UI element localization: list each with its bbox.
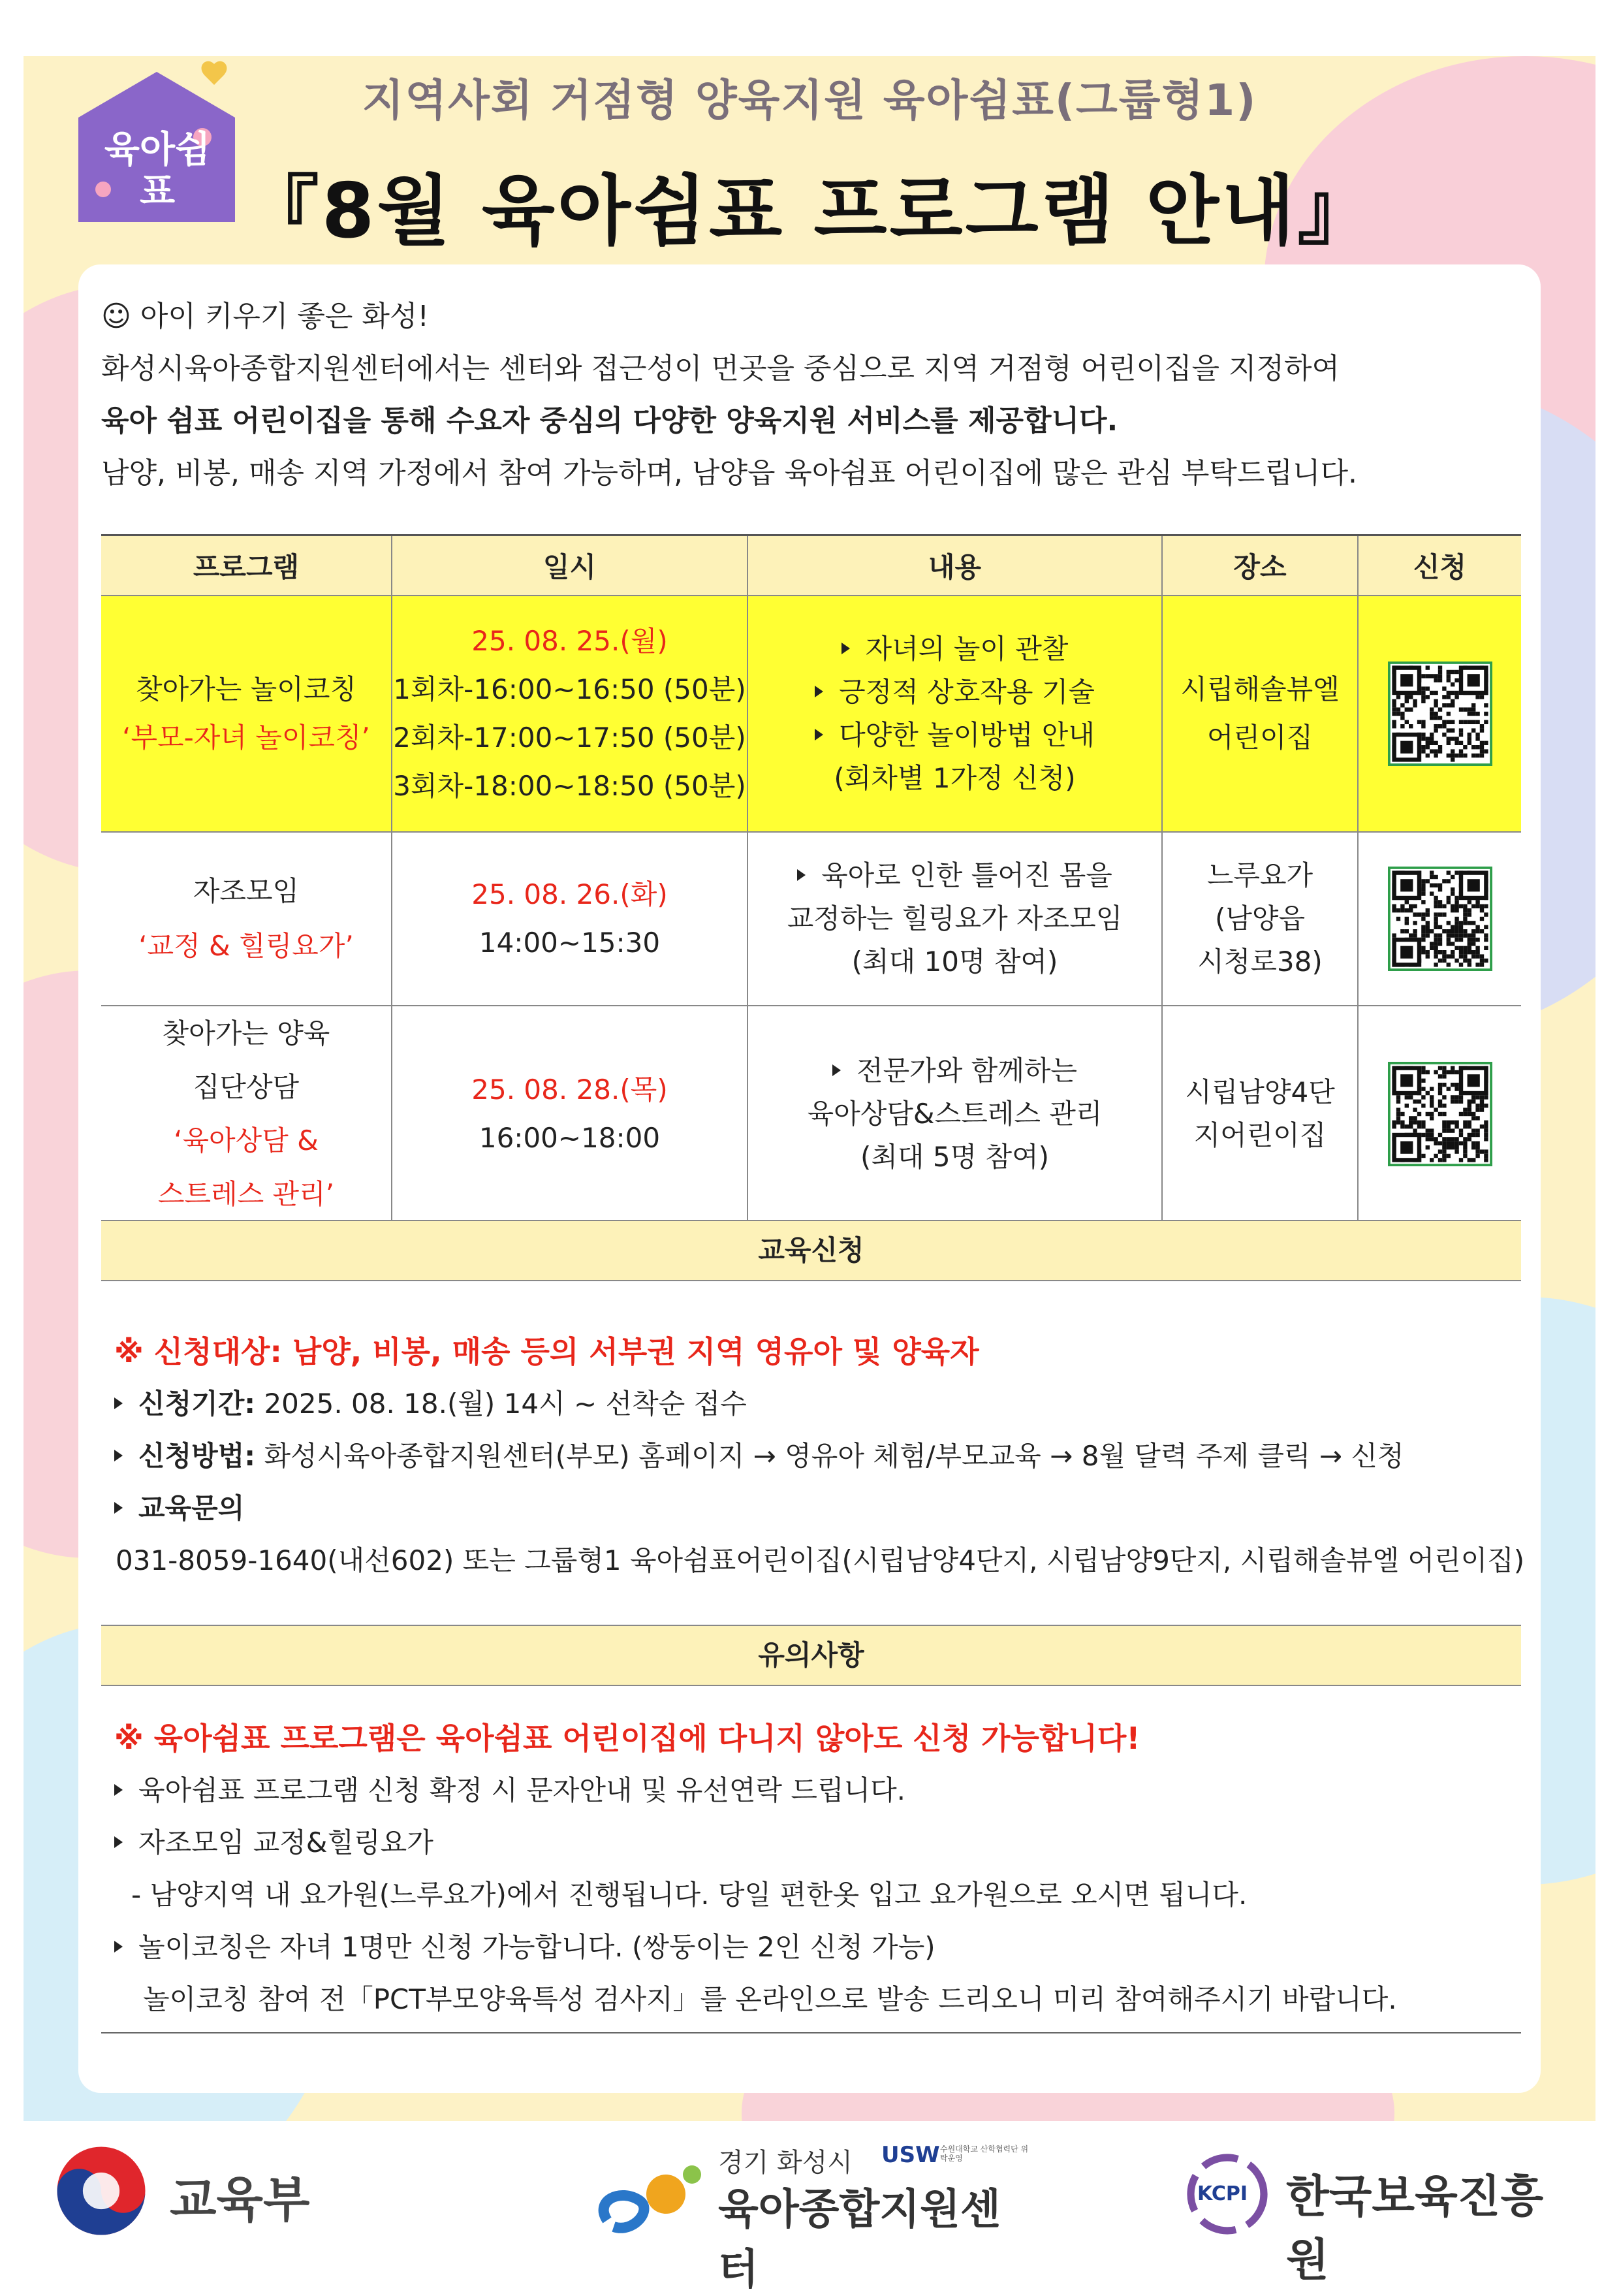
place-line: 어린이집 [1206,722,1313,754]
place-cell [1162,1006,1358,1222]
program-time: 14:00~15:30 [479,927,661,959]
col-header-place: 장소 [1162,535,1358,596]
notice-subitem: 놀이코칭 참여 전「PCT부모양육특성 검사지」를 온라인으로 발송 드리오니 미리 참여해주시기 바랍니다. [143,1983,1397,2015]
page-title: 『8월 육아쉼표 프로그램 안내』 [243,167,1376,255]
program-name: 찾아가는 양육 [162,1017,330,1049]
table-row [101,832,1521,1006]
program-name: 찾아가는 놀이코칭 [136,673,356,705]
program-time: 2회차-17:00~17:50 (50분) [393,722,746,754]
place-line: 지어린이집 [1193,1119,1327,1151]
kcpi-badge: KCPI [1197,2182,1248,2205]
content-cell [747,1006,1162,1222]
col-header-apply: 신청 [1358,535,1521,596]
program-cell [101,832,392,1006]
program-table [101,534,1521,1223]
notice-section [114,1712,1537,2026]
place-line: 시립해솔뷰엘 [1180,673,1340,705]
program-time: 1회차-16:00~16:50 (50분) [393,673,746,705]
place-cell [1162,832,1358,1006]
intro-text [101,291,1537,500]
program-subtitle: ‘교정 & 힐링요가’ [138,930,354,962]
apply-cell [1358,1006,1521,1222]
content-item: 긍정적 상호작용 기술 [749,671,1161,714]
apply-section [114,1326,1537,1587]
apply-inquiry: 031-8059-1640(내선602) 또는 그룹형1 육아쉼표어린이집(시립남양4단지, 시립남양9단지, 시립해솔뷰엘 어린이집) [116,1544,1525,1576]
qr-code-icon[interactable] [1388,1062,1492,1166]
notice-item: 놀이코칭은 자녀 1명만 신청 가능합니다. (쌍둥이는 2인 신청 가능) [114,1921,1537,1973]
apply-period: 신청기간: 2025. 08. 18.(월) 14시 ~ 선착순 접수 [114,1378,1537,1430]
center-region: 경기 화성시 [718,2148,853,2178]
notice-item: 자조모임 교정&힐링요가 [114,1817,1537,1869]
kcpi-logo [1182,2135,1560,2286]
program-cell [101,1006,392,1222]
notice-head: ※ 육아쉼표 프로그램은 육아쉼표 어린이집에 다니지 않아도 신청 가능합니다! [114,1721,1140,1756]
qr-code-icon[interactable] [1388,662,1492,766]
apply-cell [1358,596,1521,832]
notice-item: 육아쉼표 프로그램 신청 확정 시 문자안내 및 유선연락 드립니다. [114,1764,1537,1817]
content-item: 자녀의 놀이 관찰 [749,628,1161,671]
content-item: 육아로 인한 틀어진 몸을 [749,854,1161,897]
usw-mark: USW [881,2142,940,2168]
page-subtitle: 지역사회 거점형 양육지원 육아쉼표(그룹형1) [362,75,1257,125]
program-time: 16:00~18:00 [479,1122,661,1154]
program-date: 25. 08. 28.(목) [471,1074,668,1106]
program-subtitle: ‘육아상담 & [174,1124,319,1156]
place-line: 시립남양4단 [1185,1076,1335,1108]
ministry-name: 교육부 [170,2172,310,2228]
program-time: 3회차-18:00~18:50 (50분) [393,770,746,802]
apply-method: 신청방법: 화성시육아종합지원센터(부모) 홈페이지 → 영유아 체험/부모교육 → 8월 달력 주제 클릭 → 신청 [114,1430,1537,1482]
apply-cell [1358,832,1521,1006]
col-header-program: 프로그램 [101,535,392,596]
intro-line-bold: 육아 쉼표 어린이집을 통해 수요자 중심의 다양한 양육지원 서비스를 제공합니다. [101,404,1118,438]
content-item-cont: 육아상담&스트레스 관리 [807,1098,1103,1130]
place-line: 시청로38) [1197,946,1323,978]
content-note: (최대 10명 참여) [851,946,1058,978]
intro-line: 남양, 비봉, 매송 지역 가정에서 참여 가능하며, 남양읍 육아쉼표 어린이집에 많은 관심 부탁드립니다. [101,456,1357,490]
center-name: 육아종합지원센터 [718,2186,1001,2294]
content-item: 다양한 놀이방법 안내 [749,714,1161,757]
qr-code-icon[interactable] [1388,867,1492,971]
place-line: 느루요가 [1206,859,1313,891]
section-divider [101,2032,1521,2033]
apply-inquiry-label: 교육문의 [114,1482,1537,1535]
content-item: 전문가와 함께하는 [749,1049,1161,1092]
notice-subitem: - 남양지역 내 요가원(느루요가)에서 진행됩니다. 당일 편한옷 입고 요가원으로 오시면 됩니다. [131,1879,1248,1911]
logo-text: 육아쉼표 [104,129,211,213]
table-row [101,596,1521,832]
apply-section-header: 교육신청 [101,1220,1521,1281]
ministry-of-education-logo [46,2135,346,2246]
program-cell [101,596,392,832]
apply-target: ※ 신청대상: 남양, 비봉, 매송 등의 서부권 지역 영유아 및 양육자 [114,1334,979,1369]
table-header-row [101,535,1521,596]
content-cell [747,596,1162,832]
center-symbol-icon [594,2148,705,2240]
hwaseong-center-logo [594,2135,1038,2294]
table-row [101,1006,1521,1222]
program-name: 집단상담 [193,1071,300,1103]
date-cell [392,596,747,832]
notice-section-header: 유의사항 [101,1625,1521,1686]
program-subtitle: 스트레스 관리’ [157,1178,335,1210]
program-subtitle: ‘부모-자녀 놀이코칭’ [122,722,370,754]
col-header-content: 내용 [747,535,1162,596]
taegeuk-icon [52,2142,150,2240]
kcpi-name: 한국보육진흥원 [1286,2171,1544,2286]
content-item-cont: 교정하는 힐링요가 자조모임 [787,902,1123,934]
intro-line: 화성시육아종합지원센터에서는 센터와 접근성이 먼곳을 중심으로 지역 거점형 어린이집을 지정하여 [101,352,1340,385]
date-cell [392,1006,747,1222]
intro-greeting: ☺ 아이 키우기 좋은 화성! [101,300,429,333]
program-date: 25. 08. 26.(화) [471,878,668,910]
col-header-date: 일시 [392,535,747,596]
date-cell [392,832,747,1006]
place-line: (남양읍 [1214,902,1306,934]
program-date: 25. 08. 25.(월) [471,625,668,657]
content-cell [747,832,1162,1006]
program-name: 자조모임 [193,875,300,907]
usw-note: 수원대학교 산학협력단 위탁운영 [940,2145,1029,2163]
content-note: (최대 5명 참여) [860,1141,1050,1173]
content-note: (회차별 1가정 신청) [834,762,1076,794]
place-cell [1162,596,1358,832]
